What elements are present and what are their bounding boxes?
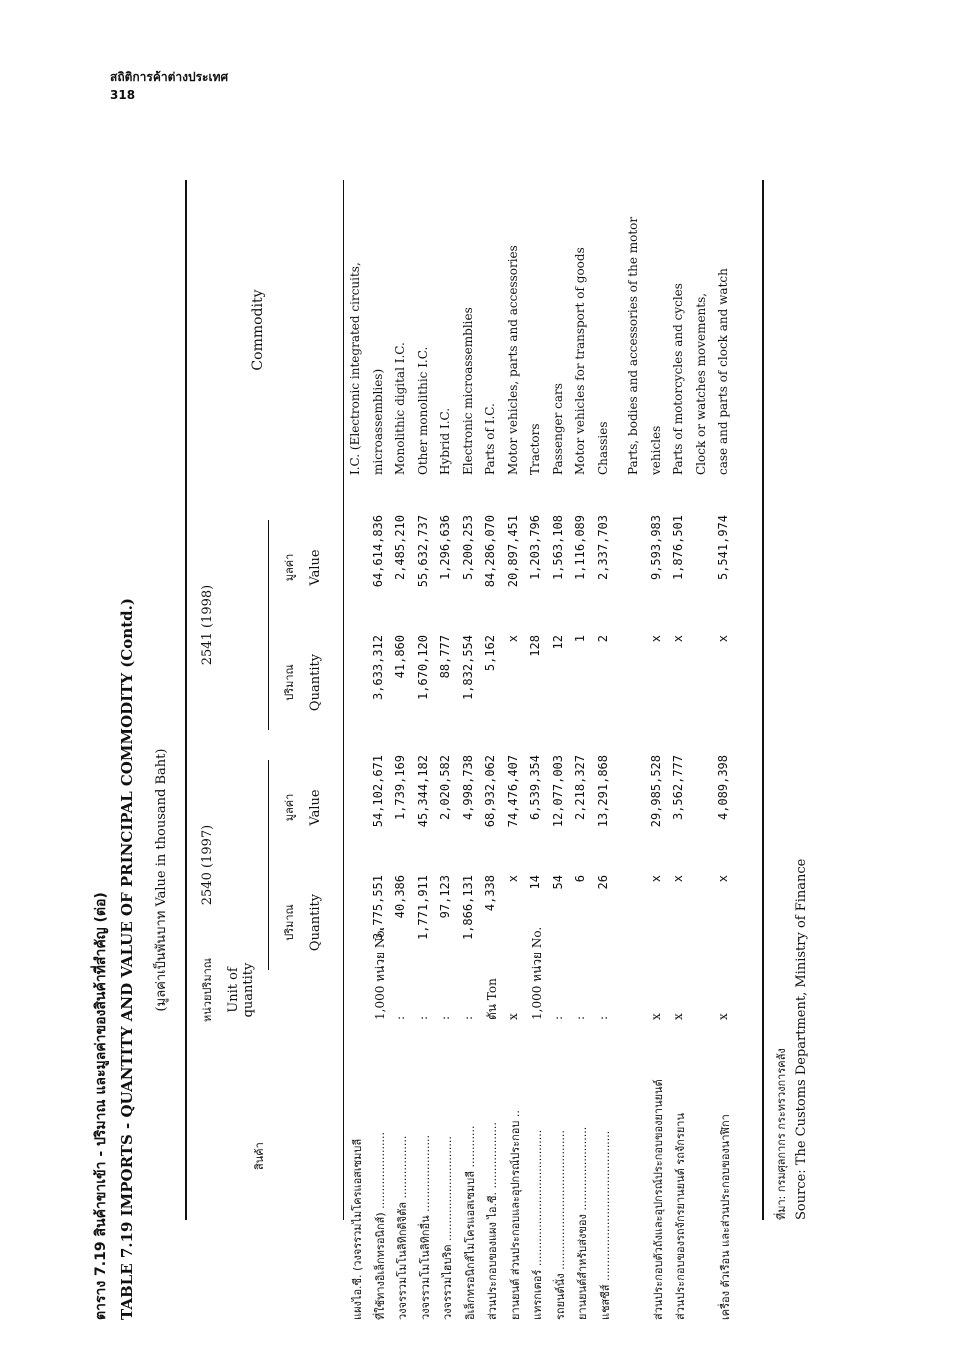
commodity-en-header: Commodity (250, 289, 266, 371)
table-row (348, 190, 369, 1320)
commodity-english-cell: I.C. (Electronic integrated circuits, (348, 262, 362, 475)
table-row (416, 190, 437, 1320)
header-bottom-rule (343, 180, 344, 1220)
page-number: 318 (110, 88, 136, 102)
commodity-thai-cell: ส่วนประกอบตัวถังและอุปกรณ์ประกอบของยานยนต์ (651, 1079, 665, 1320)
value-1997-cell: 1,739,169 (393, 755, 407, 821)
commodity-thai-cell: รถยนต์นั่ง ........................................ (553, 1130, 567, 1320)
commodity-thai-cell: ยานยนต์ ส่วนประกอบและอุปกรณ์ประกอบ .. (508, 1110, 522, 1320)
value-1998-cell: 20,897,451 (505, 515, 520, 588)
unit-cell: x (716, 1013, 730, 1020)
commodity-th-header: สินค้า (253, 1142, 266, 1170)
unit-cell: : (550, 1015, 565, 1020)
quantity-1998-cell: x (648, 635, 663, 643)
value-header-1997: มูลค่า Value (283, 789, 323, 826)
value-1997-cell: 4,998,738 (460, 755, 475, 821)
quantity-1998-cell: x (505, 635, 520, 643)
quantity-1997-cell: 6 (573, 875, 587, 883)
value-1997-cell: 3,562,777 (671, 755, 685, 821)
source-english: Source: The Customs Department, Ministry of Finance (794, 858, 809, 1220)
table-title-thai: ตาราง 7.19 สินค้าขาเข้า - ปริมาณ และมูลค่าของสินค้าที่สำคัญ (ต่อ) (93, 892, 109, 1320)
table-title-english: TABLE 7.19 IMPORTS - QUANTITY AND VALUE OF PRINCIPAL COMMODITY (Contd.) (118, 598, 136, 1320)
table-row (461, 190, 482, 1320)
commodity-english-cell: Motor vehicles for transport of goods (573, 247, 587, 475)
unit-cell: x (648, 1013, 663, 1020)
value-1997-cell: 2,020,582 (438, 755, 452, 821)
quantity-1998-cell: 41,860 (393, 635, 407, 679)
value-1998-cell: 1,876,501 (671, 515, 685, 581)
value-1998-cell: 9,593,983 (648, 515, 663, 581)
value-1998-cell: 1,563,108 (550, 515, 565, 581)
quantity-1998-cell: 2 (595, 635, 610, 643)
commodity-thai-cell: ส่วนประกอบของรถจักรยานยนต์ รถจักรยาน (674, 1112, 687, 1320)
commodity-thai-cell: ยานยนต์สำหรับส่งของ ........................ (576, 1126, 589, 1320)
year-1997-underline (268, 760, 269, 970)
commodity-english-cell: Chassies (595, 421, 610, 475)
value-1997-cell: 6,539,354 (528, 755, 542, 821)
value-1997-cell: 45,344,182 (415, 755, 430, 828)
value-1998-cell: 1,116,089 (573, 515, 587, 581)
quantity-1997-cell: 97,123 (438, 875, 452, 919)
quantity-1997-cell: 4,338 (483, 875, 497, 912)
commodity-english-cell: Parts of motorcycles and cycles (671, 283, 685, 475)
value-1997-cell: 12,077,003 (550, 755, 565, 828)
table-row (694, 190, 715, 1320)
quantity-1998-cell: x (671, 635, 685, 643)
commodity-thai-cell: วงจรรวมโมโนลิทิกอื่น ...................... (418, 1134, 432, 1320)
commodity-thai-cell: ส่วนประกอบของแผง ไอ.ซี. ................... (486, 1122, 499, 1320)
quantity-1998-cell: 88,777 (438, 635, 452, 679)
book-title: สถิติการค้าต่างประเทศ (110, 70, 229, 84)
commodity-english-cell: Parts of I.C. (483, 403, 497, 475)
quantity-1997-cell: 1,771,911 (415, 875, 430, 941)
value-1998-cell: 84,286,070 (483, 515, 497, 588)
commodity-thai-cell: อิเล็กทรอนิกส์ไมโครแอสเซมบลี ............ (463, 1125, 477, 1320)
unit-cell: : (573, 1015, 587, 1020)
page-header (110, 68, 228, 104)
unit-cell: : (393, 1015, 407, 1020)
commodity-thai-cell: แทรกเตอร์ ....................................... (531, 1129, 544, 1320)
quantity-1997-cell: 14 (528, 875, 542, 890)
commodity-english-cell: Passenger cars (550, 383, 565, 475)
quantity-1998-cell: 3,633,312 (370, 635, 385, 701)
unit-cell: 1,000 หน่วย No. (372, 926, 387, 1020)
table-row (483, 190, 504, 1320)
year-1997-header: 2540 (1997) (200, 824, 215, 906)
commodity-english-cell: Clock or watches movements, (693, 292, 708, 475)
table-row (371, 190, 392, 1320)
table-row (551, 190, 572, 1320)
quantity-1997-cell: x (505, 875, 520, 883)
quantity-1998-cell: 5,162 (483, 635, 497, 672)
source-note (772, 859, 809, 1220)
quantity-1997-cell: x (671, 875, 685, 883)
unit-cell: 1,000 หน่วย No. (530, 926, 544, 1020)
value-1998-cell: 1,296,636 (438, 515, 452, 581)
rotated-table-page (90, 190, 810, 1320)
quantity-header-1997: ปริมาณ Quantity (283, 893, 323, 952)
unit-cell: x (505, 1013, 520, 1020)
commodity-english-cell: Hybrid I.C. (438, 407, 452, 475)
commodity-thai-cell: แผงไอ.ซี. (วงจรรวมไมโครแอสเซมบลี (351, 1138, 364, 1320)
quantity-1998-cell: 128 (528, 635, 542, 657)
table-row (506, 190, 527, 1320)
quantity-1997-cell: 1,866,131 (460, 875, 475, 941)
table-row (649, 190, 670, 1320)
year-1998-underline (268, 520, 269, 730)
commodity-english-cell: Monolithic digital I.C. (393, 342, 407, 475)
quantity-header-1998: ปริมาณ Quantity (283, 653, 323, 712)
value-1997-cell: 29,985,528 (648, 755, 663, 828)
source-thai: ที่มา: กรมศุลกากร กระทรวงการคลัง (775, 1048, 788, 1220)
value-1998-cell: 5,541,974 (716, 515, 730, 581)
commodity-english-cell: Motor vehicles, parts and accessories (505, 245, 520, 475)
quantity-1997-cell: 40,386 (393, 875, 407, 919)
commodity-thai-cell: วงจรรวมไฮบริด .............................. (441, 1136, 454, 1320)
unit-cell: : (415, 1015, 430, 1020)
table-row (573, 190, 594, 1320)
commodity-thai-cell: เครื่อง ตัวเรือน และส่วนประกอบของนาฬิกา (719, 1114, 732, 1320)
value-1997-cell: 74,476,407 (505, 755, 520, 828)
quantity-1997-cell: 26 (595, 875, 610, 890)
table-top-rule (185, 180, 187, 1220)
unit-header: หน่วยปริมาณ Unit of quantity (201, 958, 256, 1022)
year-1998-header: 2541 (1998) (200, 584, 215, 666)
commodity-english-cell: Other monolithic I.C. (415, 346, 430, 475)
quantity-1997-cell: 3,775,551 (370, 875, 385, 941)
quantity-1997-cell: 54 (550, 875, 565, 890)
commodity-english-cell: Tractors (528, 423, 542, 475)
commodity-english-cell: microassemblies) (370, 368, 385, 475)
quantity-1998-cell: 1,832,554 (460, 635, 475, 701)
table-row (438, 190, 459, 1320)
unit-cell: : (595, 1015, 610, 1020)
unit-cell: : (460, 1015, 475, 1020)
unit-cell: x (671, 1013, 685, 1020)
commodity-thai-cell: แชสซีส์ ........................................... (598, 1130, 612, 1320)
table-row (716, 190, 737, 1320)
table-row (626, 190, 647, 1320)
commodity-english-cell: Parts, bodies and accessories of the motor (626, 216, 640, 475)
value-unit-note: (มูลค่าเป็นพันบาท Value in thousand Baht) (154, 748, 169, 1012)
value-1997-cell: 54,102,671 (370, 755, 385, 828)
commodity-thai-cell: ที่ใช้ทางอิเล็กทรอนิกส์) ...................... (373, 1131, 387, 1320)
quantity-1997-cell: x (716, 875, 730, 883)
commodity-thai-cell: วงจรรวมโมโนลิทิกดิจิตัล .................. (396, 1135, 409, 1320)
value-1998-cell: 1,203,796 (528, 515, 542, 581)
quantity-1998-cell: x (716, 635, 730, 643)
commodity-english-cell: case and parts of clock and watch (716, 268, 730, 475)
value-1997-cell: 4,089,398 (716, 755, 730, 821)
value-1997-cell: 13,291,868 (595, 755, 610, 828)
table-row (596, 190, 617, 1320)
value-1998-cell: 64,614,836 (370, 515, 385, 588)
table-bottom-rule (762, 180, 764, 1220)
quantity-1998-cell: 12 (550, 635, 565, 650)
commodity-english-cell: vehicles (648, 425, 663, 475)
unit-cell: ตัน Ton (485, 978, 499, 1020)
value-1998-cell: 55,632,737 (415, 515, 430, 588)
unit-cell: : (438, 1015, 452, 1020)
value-1998-cell: 2,485,210 (393, 515, 407, 581)
commodity-english-cell: Electronic microassemblies (460, 307, 475, 475)
table-row (528, 190, 549, 1320)
value-1997-cell: 2,218,327 (573, 755, 587, 821)
table-row (671, 190, 692, 1320)
value-1998-cell: 5,200,253 (460, 515, 475, 581)
quantity-1998-cell: 1 (573, 635, 587, 643)
quantity-1998-cell: 1,670,120 (415, 635, 430, 701)
table-row (393, 190, 414, 1320)
quantity-1997-cell: x (648, 875, 663, 883)
value-1997-cell: 68,932,062 (483, 755, 497, 828)
value-header-1998: มูลค่า Value (283, 549, 323, 586)
value-1998-cell: 2,337,703 (595, 515, 610, 581)
